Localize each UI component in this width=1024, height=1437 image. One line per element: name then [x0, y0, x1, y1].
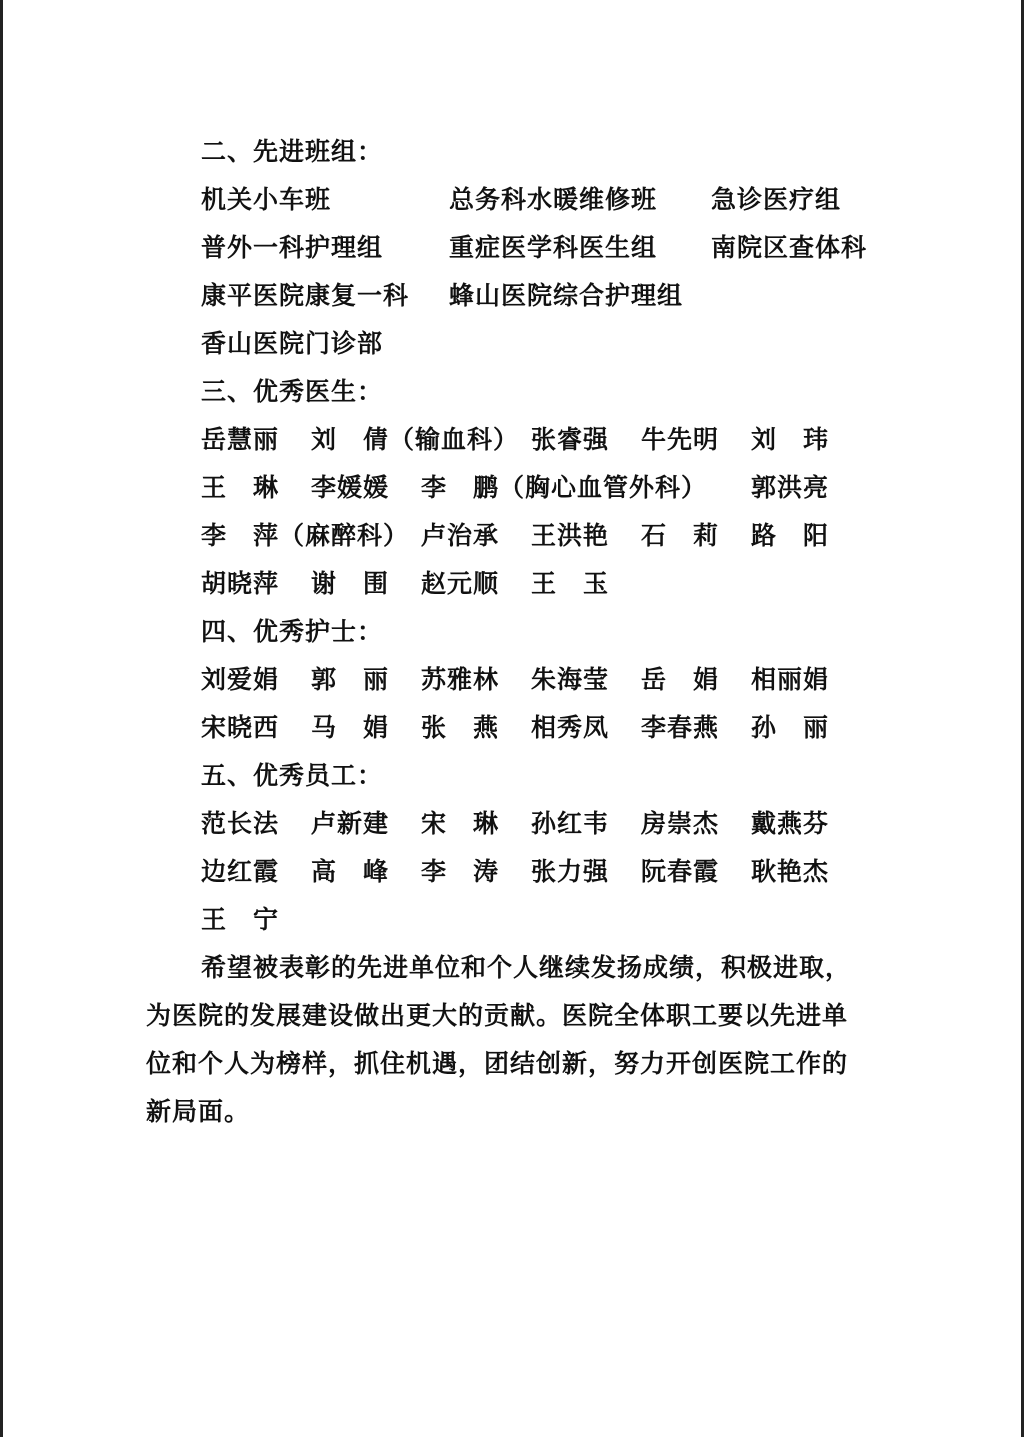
nurse-name: 郭 丽 [311, 665, 390, 694]
staff-name: 高 峰 [311, 857, 390, 886]
heading-text: 三、优秀医生： [201, 377, 384, 406]
doctor-name: 郭洪亮 [751, 473, 830, 502]
doctor-name: 张睿强 [531, 425, 610, 454]
nurse-name: 马 娟 [311, 713, 390, 742]
doctor-name: 赵元顺 [421, 569, 500, 598]
closing-paragraph-line: 新局面。 [146, 1097, 251, 1126]
nurse-name: 孙 丽 [751, 713, 830, 742]
nurse-name: 岳 娟 [641, 665, 720, 694]
section-heading-excellent-doctors [201, 368, 383, 416]
team-name: 急诊医疗组 [711, 185, 842, 214]
heading-text: 五、优秀员工： [201, 761, 384, 790]
heading-text: 四、优秀护士： [201, 617, 384, 646]
nurse-name: 相秀凤 [531, 713, 610, 742]
closing-paragraph-line: 为医院的发展建设做出更大的贡献。医院全体职工要以先进单 [146, 1001, 849, 1030]
staff-name: 李 涛 [421, 857, 500, 886]
nurse-name: 刘爱娟 [201, 665, 280, 694]
nurse-name: 朱海莹 [531, 665, 610, 694]
team-name: 香山医院门诊部 [201, 329, 384, 358]
doctor-name: 王 琳 [201, 473, 280, 502]
team-name: 蜂山医院综合护理组 [449, 281, 684, 310]
nurse-name: 张 燕 [421, 713, 500, 742]
team-name: 南院区查体科 [711, 233, 868, 262]
closing-paragraph-line: 希望被表彰的先进单位和个人继续发扬成绩，积极进取， [201, 953, 852, 982]
nurse-name: 李春燕 [641, 713, 720, 742]
staff-name: 房崇杰 [641, 809, 720, 838]
staff-name: 王 宁 [201, 905, 280, 934]
staff-name: 宋 琳 [421, 809, 500, 838]
doctor-name: 路 阳 [751, 521, 830, 550]
section-heading-advanced-teams [201, 128, 383, 176]
staff-name: 张力强 [531, 857, 610, 886]
doctor-name: 胡晓萍 [201, 569, 280, 598]
doctor-name: 王洪艳 [531, 521, 610, 550]
doctor-name: 卢治承 [421, 521, 500, 550]
team-name: 总务科水暖维修班 [449, 185, 658, 214]
doctor-name: 刘 倩（输血科） [311, 425, 520, 454]
nurse-name: 苏雅林 [421, 665, 500, 694]
staff-name: 阮春霞 [641, 857, 720, 886]
nurse-name: 宋晓西 [201, 713, 280, 742]
section-heading-excellent-nurses [201, 608, 383, 656]
staff-name: 耿艳杰 [751, 857, 830, 886]
staff-name: 戴燕芬 [751, 809, 830, 838]
team-name: 康平医院康复一科 [201, 281, 410, 310]
doctor-name: 岳慧丽 [201, 425, 280, 454]
team-name: 重症医学科医生组 [449, 233, 658, 262]
nurse-name: 相丽娟 [751, 665, 830, 694]
team-name: 机关小车班 [201, 185, 332, 214]
doctor-name: 石 莉 [641, 521, 720, 550]
doctor-name: 李 萍（麻醉科） [201, 521, 410, 550]
team-name: 普外一科护理组 [201, 233, 384, 262]
section-heading-excellent-staff [201, 752, 383, 800]
doctor-name: 牛先明 [641, 425, 720, 454]
doctor-name: 李媛媛 [311, 473, 390, 502]
staff-name: 边红霞 [201, 857, 280, 886]
heading-text: 二、先进班组： [201, 137, 384, 166]
staff-name: 孙红韦 [531, 809, 610, 838]
doctor-name: 刘 玮 [751, 425, 830, 454]
doctor-name: 李 鹏（胸心血管外科） [421, 473, 708, 502]
staff-name: 范长法 [201, 809, 280, 838]
doctor-name: 谢 围 [311, 569, 390, 598]
doctor-name: 王 玉 [531, 569, 610, 598]
staff-name: 卢新建 [311, 809, 390, 838]
closing-paragraph-line: 位和个人为榜样，抓住机遇，团结创新，努力开创医院工作的 [146, 1049, 849, 1078]
